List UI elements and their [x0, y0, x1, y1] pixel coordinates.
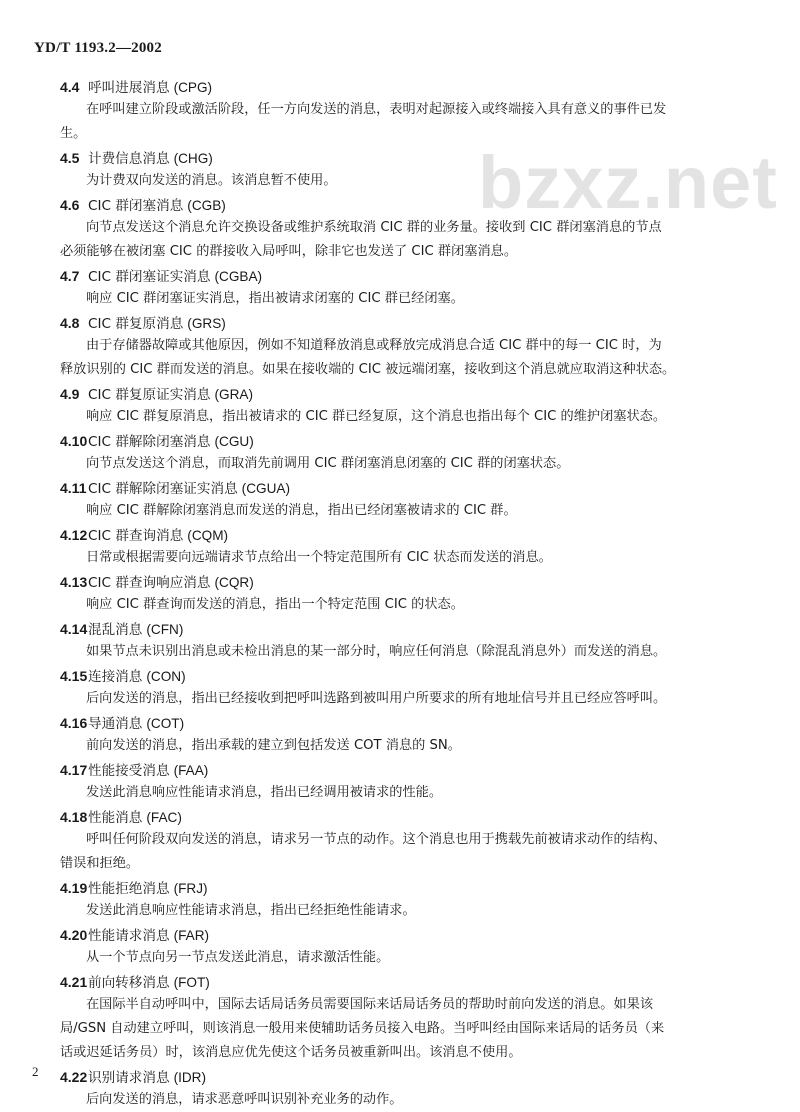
section-title: 计费信息消息	[88, 151, 170, 167]
section-heading	[60, 760, 760, 781]
section-abbreviation: (FOT)	[173, 975, 210, 990]
section-abbreviation: (GRA)	[214, 387, 253, 402]
section-title: CIC 群查询消息	[88, 528, 184, 544]
section-title: CIC 群解除闭塞消息	[88, 434, 211, 450]
section-body-line: 发送此消息响应性能请求消息，指出已经调用被请求的性能。	[86, 785, 443, 800]
section-number: 4.7	[60, 268, 80, 284]
section-body-line: 后向发送的消息，请求恶意呼叫识别补充业务的动作。	[86, 1092, 403, 1107]
section-body-line: 如果节点未识别出消息或未检出消息的某一部分时，响应任何消息（除混乱消息外）而发送的消息。	[86, 644, 667, 659]
section-number: 4.5	[60, 150, 80, 166]
section-abbreviation: (GRS)	[187, 316, 226, 331]
section-body-line: 生。	[60, 126, 87, 141]
section-abbreviation: (CGUA)	[241, 481, 291, 496]
section-heading	[60, 313, 760, 334]
section-title: 性能拒绝消息	[88, 881, 170, 897]
section-body-line: 前向发送的消息，指出承载的建立到包括发送 COT 消息的 SN。	[86, 738, 461, 753]
section-heading	[60, 807, 760, 828]
section	[60, 148, 760, 193]
section-body-line: 由于存储器故障或其他原因，例如不知道释放消息或释放完成消息合适 CIC 群中的每一 CIC 时，为	[86, 338, 662, 353]
section-heading	[60, 525, 760, 546]
section	[60, 619, 760, 664]
section-body-line: 为计费双向发送的消息。该消息暂不使用。	[86, 173, 337, 188]
section-number: 4.14	[60, 621, 88, 637]
section-body-line: 向节点发送这个消息，而取消先前调用 CIC 群闭塞消息闭塞的 CIC 群的闭塞状态。	[86, 456, 570, 471]
section-heading	[60, 266, 760, 287]
section-number: 4.11	[60, 480, 87, 496]
section-abbreviation: (FAA)	[173, 763, 209, 778]
section-number: 4.12	[60, 527, 88, 543]
section-abbreviation: (CGB)	[187, 198, 226, 213]
section	[60, 266, 760, 311]
section	[60, 807, 760, 876]
section-heading	[60, 878, 760, 899]
section	[60, 1067, 760, 1112]
section-number: 4.8	[60, 315, 80, 331]
section-body-line: 在国际半自动呼叫中，国际去话局话务员需要国际来话局话务员的帮助时前向发送的消息。如果该	[86, 997, 654, 1012]
section-number: 4.21	[60, 974, 88, 990]
section-body-line: 局/GSN 自动建立呼叫，则该消息一般用来使辅助话务员接入电路。当呼叫经由国际来话局的话务员（来	[60, 1021, 665, 1036]
section-heading	[60, 925, 760, 946]
section	[60, 313, 760, 382]
section-heading	[60, 431, 760, 452]
section-body-line: 响应 CIC 群复原消息，指出被请求的 CIC 群已经复原，这个消息也指出每个 CIC 的维护闭塞状态。	[86, 409, 667, 424]
standard-number: YD/T 1193.2—2002	[34, 40, 162, 56]
section-number: 4.4	[60, 79, 80, 95]
section-title: CIC 群解除闭塞证实消息	[88, 481, 238, 497]
section-body-line: 在呼叫建立阶段或激活阶段，任一方向发送的消息，表明对起源接入或终端接入具有意义的事件已发	[86, 102, 667, 117]
section-abbreviation: (IDR)	[173, 1070, 207, 1085]
section	[60, 666, 760, 711]
section-abbreviation: (CON)	[146, 669, 186, 684]
page-number: 2	[32, 1064, 39, 1079]
section-number: 4.20	[60, 927, 88, 943]
section-heading	[60, 972, 760, 993]
section-body-line: 发送此消息响应性能请求消息，指出已经拒绝性能请求。	[86, 903, 416, 918]
section-title: 混乱消息	[88, 622, 143, 638]
section-body-line: 呼叫任何阶段双向发送的消息，请求另一节点的动作。这个消息也用于携载先前被请求动作的结构、	[86, 832, 667, 847]
section	[60, 431, 760, 476]
section	[60, 195, 760, 264]
section-number: 4.22	[60, 1069, 88, 1085]
section-title: CIC 群复原消息	[88, 316, 184, 332]
section-number: 4.10	[60, 433, 88, 449]
section-heading	[60, 572, 760, 593]
section-heading	[60, 148, 760, 169]
section-abbreviation: (FAC)	[146, 810, 182, 825]
section-list	[60, 75, 760, 1112]
section-abbreviation: (CHG)	[173, 151, 213, 166]
section-body-line: 响应 CIC 群查询而发送的消息，指出一个特定范围 CIC 的状态。	[86, 597, 464, 612]
section-title: 呼叫进展消息	[88, 80, 170, 96]
section-number: 4.19	[60, 880, 88, 896]
section-title: 连接消息	[88, 669, 143, 685]
section	[60, 878, 760, 923]
section-body-line: 向节点发送这个消息允许交换设备或维护系统取消 CIC 群的业务量。接收到 CIC 群闭塞消息的节点	[86, 220, 662, 235]
section-number: 4.17	[60, 762, 88, 778]
section-heading	[60, 619, 760, 640]
section-abbreviation: (FRJ)	[173, 881, 208, 896]
section-heading	[60, 478, 760, 499]
section-abbreviation: (FAR)	[173, 928, 210, 943]
section-number: 4.9	[60, 386, 80, 402]
section-body-line: 必须能够在被闭塞 CIC 的群接收入局呼叫，除非它也发送了 CIC 群闭塞消息。	[60, 244, 518, 259]
section-body-line: 日常或根据需要向远端请求节点给出一个特定范围所有 CIC 状态而发送的消息。	[86, 550, 552, 565]
section-heading	[60, 384, 760, 405]
section-title: 前向转移消息	[88, 975, 170, 991]
section	[60, 77, 760, 146]
section-abbreviation: (COT)	[146, 716, 185, 731]
section-body-line: 从一个节点向另一节点发送此消息，请求激活性能。	[86, 950, 390, 965]
section-heading	[60, 666, 760, 687]
section-heading	[60, 195, 760, 216]
section-body-line: 响应 CIC 群闭塞证实消息，指出被请求闭塞的 CIC 群已经闭塞。	[86, 291, 464, 306]
section-title: 识别请求消息	[88, 1070, 170, 1086]
section-body-line: 错误和拒绝。	[60, 856, 140, 871]
section-body-line: 释放识别的 CIC 群而发送的消息。如果在接收端的 CIC 被远端闭塞，接收到这个消息就应取消这种状态。	[60, 362, 676, 377]
section-abbreviation: (CGU)	[214, 434, 254, 449]
section-title: 性能消息	[88, 810, 143, 826]
section-abbreviation: (CQR)	[214, 575, 254, 590]
section-title: CIC 群查询响应消息	[88, 575, 211, 591]
section	[60, 925, 760, 970]
section-body-line: 后向发送的消息，指出已经接收到把呼叫选路到被叫用户所要求的所有地址信号并且已经应答呼叫。	[86, 691, 667, 706]
section	[60, 525, 760, 570]
section-title: CIC 群闭塞消息	[88, 198, 184, 214]
section-title: CIC 群闭塞证实消息	[88, 269, 211, 285]
section-title: 导通消息	[88, 716, 143, 732]
section	[60, 384, 760, 429]
section-number: 4.15	[60, 668, 88, 684]
section	[60, 572, 760, 617]
section-number: 4.6	[60, 197, 80, 213]
section-abbreviation: (CQM)	[187, 528, 229, 543]
section	[60, 478, 760, 523]
watermark: bzxz.net	[478, 141, 778, 224]
section	[60, 972, 760, 1065]
section-abbreviation: (CFN)	[146, 622, 184, 637]
section-abbreviation: (CPG)	[173, 80, 213, 95]
section-number: 4.16	[60, 715, 88, 731]
section-heading	[60, 1067, 760, 1088]
section-heading	[60, 77, 760, 98]
section-title: 性能请求消息	[88, 928, 170, 944]
section-title: 性能接受消息	[88, 763, 170, 779]
section-heading	[60, 713, 760, 734]
section-abbreviation: (CGBA)	[214, 269, 263, 284]
section-title: CIC 群复原证实消息	[88, 387, 211, 403]
section-number: 4.18	[60, 809, 88, 825]
section-body-line: 响应 CIC 群解除闭塞消息而发送的消息，指出已经闭塞被请求的 CIC 群。	[86, 503, 517, 518]
section	[60, 760, 760, 805]
section	[60, 713, 760, 758]
section-body-line: 话或迟延话务员）时，该消息应优先使这个话务员被重新叫出。该消息不使用。	[60, 1045, 522, 1060]
section-number: 4.13	[60, 574, 88, 590]
